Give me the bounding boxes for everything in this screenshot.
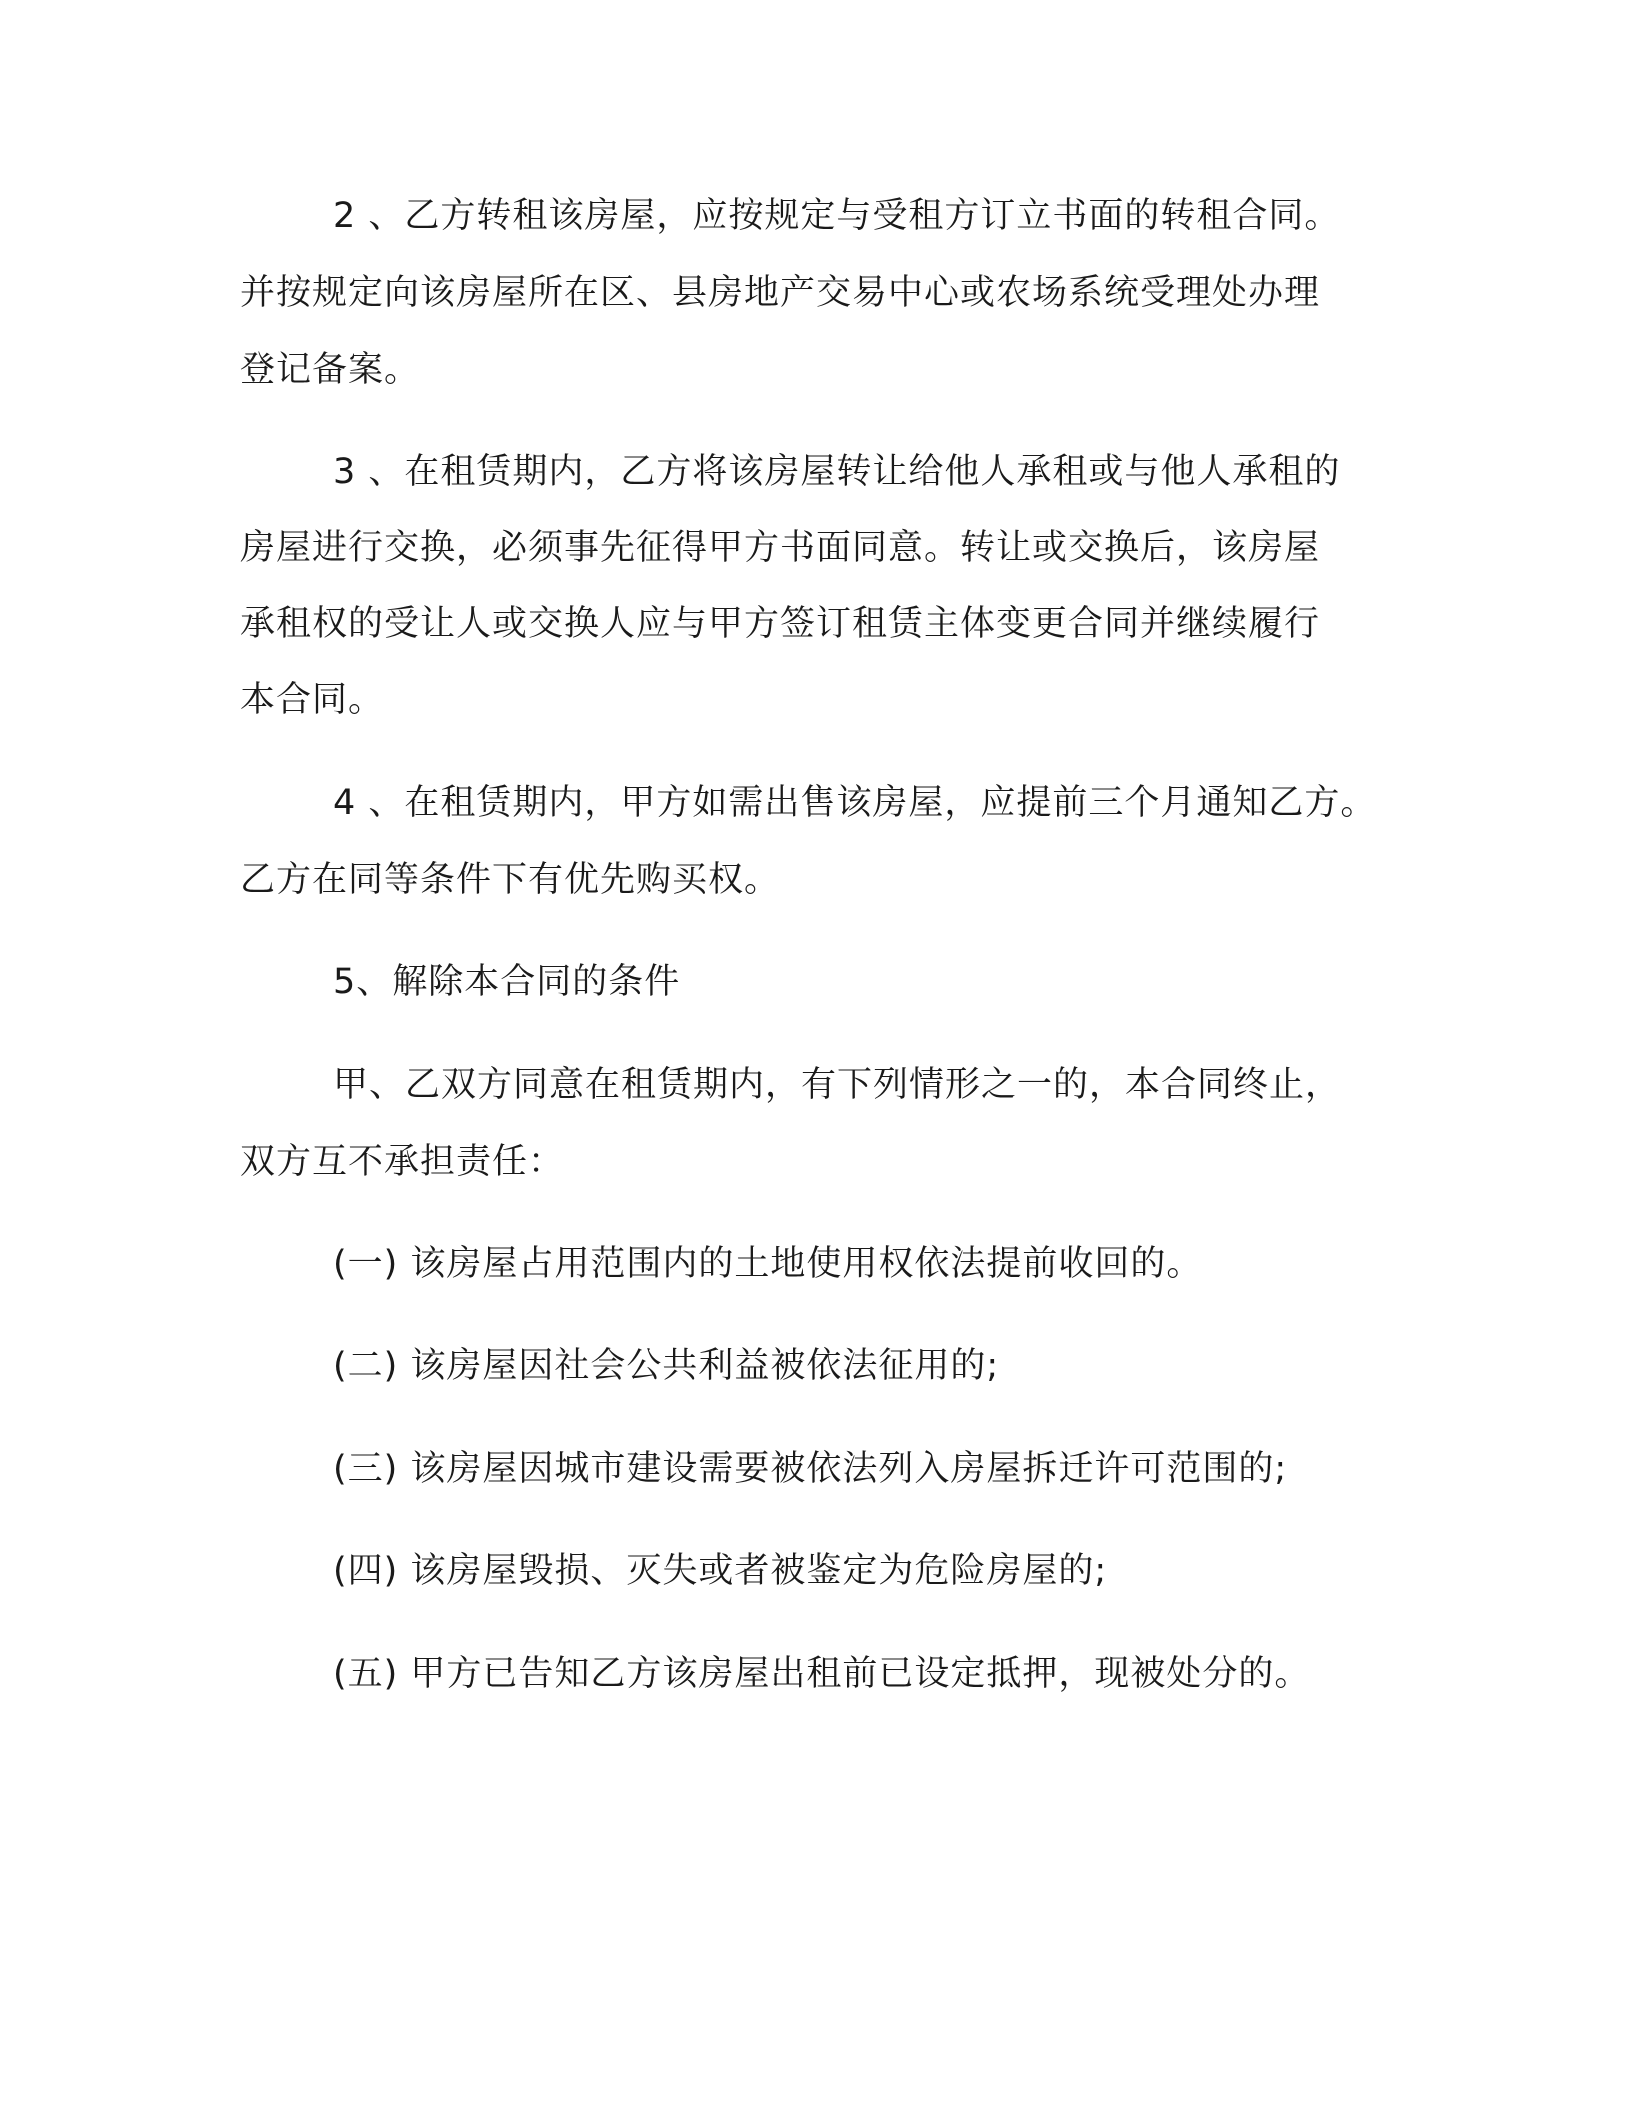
paragraph-3-line-3: 承租权的受让人或交换人应与甲方签订租赁主体变更合同并继续履行	[240, 604, 1321, 644]
paragraph-6-line-1: 甲、乙双方同意在租赁期内，有下列情形之一的，本合同终止，	[333, 1065, 1342, 1105]
paragraph-6-line-2: 双方互不承担责任：	[240, 1142, 565, 1182]
list-item-2: (二) 该房屋因社会公共利益被依法征用的;	[333, 1346, 1000, 1386]
paragraph-2-line-1: 2 、乙方转租该房屋，应按规定与受租方订立书面的转租合同。	[333, 196, 1341, 236]
paragraph-4-line-1: 4 、在租赁期内，甲方如需出售该房屋，应提前三个月通知乙方。	[333, 783, 1377, 823]
paragraph-3-line-2: 房屋进行交换，必须事先征得甲方书面同意。转让或交换后，该房屋	[240, 528, 1321, 568]
list-item-4: (四) 该房屋毁损、灭失或者被鉴定为危险房屋的;	[333, 1551, 1108, 1591]
paragraph-3-line-4: 本合同。	[240, 680, 385, 720]
list-item-3: (三) 该房屋因城市建设需要被依法列入房屋拆迁许可范围的;	[333, 1449, 1288, 1489]
list-item-1: (一) 该房屋占用范围内的土地使用权依法提前收回的。	[333, 1244, 1203, 1284]
paragraph-2-line-2: 并按规定向该房屋所在区、县房地产交易中心或农场系统受理处办理	[240, 273, 1321, 313]
list-item-5: (五) 甲方已告知乙方该房屋出租前已设定抵押，现被处分的。	[333, 1654, 1311, 1694]
section-heading-5: 5、解除本合同的条件	[333, 962, 681, 1002]
paragraph-3-line-1: 3 、在租赁期内，乙方将该房屋转让给他人承租或与他人承租的	[333, 452, 1341, 492]
paragraph-4-line-2: 乙方在同等条件下有优先购买权。	[240, 860, 781, 900]
paragraph-2-line-3: 登记备案。	[240, 350, 421, 390]
